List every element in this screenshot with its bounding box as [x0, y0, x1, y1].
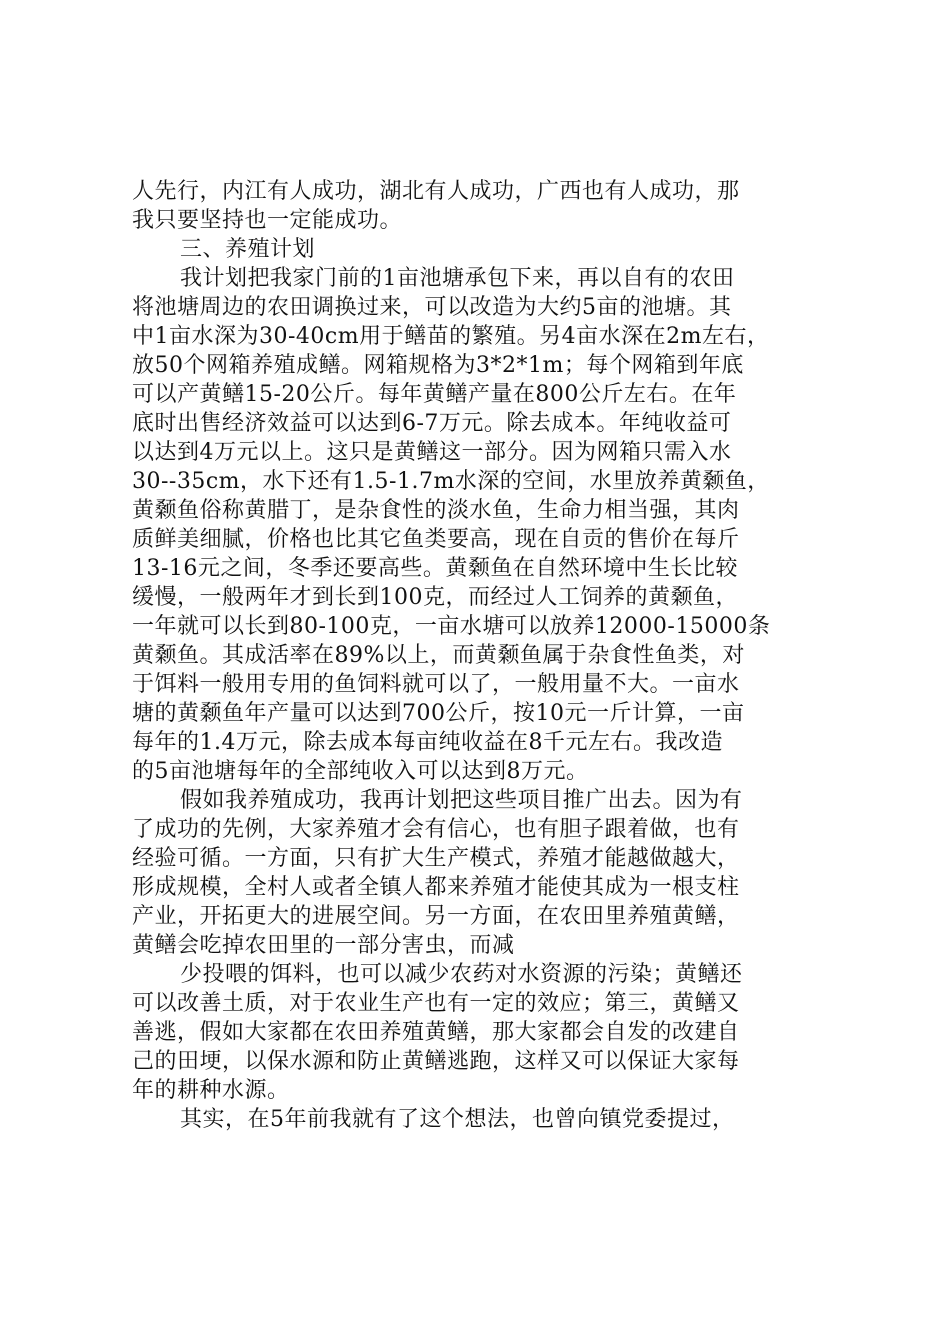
text-line: 假如我养殖成功，我再计划把这些项目推广出去。因为有 — [180, 788, 743, 813]
text-line: 底时出售经济效益可以达到6-7万元。除去成本。年纯收益可 — [132, 411, 732, 436]
text-line: 黄颡鱼。其成活率在89%以上，而黄颡鱼属于杂食性鱼类，对 — [132, 643, 745, 668]
text-line: 质鲜美细腻，价格也比其它鱼类要高，现在自贡的售价在每斤 — [132, 527, 740, 552]
text-line: 放50个网箱养殖成鳝。网箱规格为3*2*1m；每个网箱到年底 — [132, 353, 744, 378]
text-line: 年的耕种水源。 — [132, 1078, 290, 1103]
text-line: 善逃，假如大家都在农田养殖黄鳝，那大家都会自发的改建自 — [132, 1020, 740, 1045]
text-line: 其实，在5年前我就有了这个想法，也曾向镇党委提过， — [180, 1107, 735, 1132]
text-line: 可以产黄鳝15-20公斤。每年黄鳝产量在800公斤左右。在年 — [132, 382, 737, 407]
text-line: 人先行，内江有人成功，湖北有人成功，广西也有人成功，那 — [132, 179, 740, 204]
text-line: 缓慢，一般两年才到长到100克，而经过人工饲养的黄颡鱼， — [132, 585, 738, 610]
text-line: 形成规模，全村人或者全镇人都来养殖才能使其成为一根支柱 — [132, 875, 740, 900]
text-line: 每年的1.4万元，除去成本每亩纯收益在8千元左右。我改造 — [132, 730, 723, 755]
text-line: 于饵料一般用专用的鱼饲料就可以了，一般用量不大。一亩水 — [132, 672, 740, 697]
text-line: 产业，开拓更大的进展空间。另一方面，在农田里养殖黄鳝， — [132, 904, 740, 929]
text-line: 将池塘周边的农田调换过来，可以改造为大约5亩的池塘。其 — [132, 295, 732, 320]
text-line: 己的田埂，以保水源和防止黄鳝逃跑，这样又可以保证大家每 — [132, 1049, 740, 1074]
text-line: 可以改善土质，对于农业生产也有一定的效应；第三，黄鳝又 — [132, 991, 740, 1016]
text-line: 经验可循。一方面，只有扩大生产模式，养殖才能越做越大， — [132, 846, 740, 871]
text-line: 黄颡鱼俗称黄腊丁，是杂食性的淡水鱼，生命力相当强，其肉 — [132, 498, 740, 523]
text-line: 13-16元之间，冬季还要高些。黄颡鱼在自然环境中生长比较 — [132, 556, 738, 581]
text-line: 中1亩水深为30-40cm用于鳝苗的繁殖。另4亩水深在2m左右， — [132, 324, 770, 349]
text-line: 一年就可以长到80-100克，一亩水塘可以放养12000-15000条 — [132, 614, 771, 639]
text-line: 少投喂的饵料，也可以减少农药对水资源的污染；黄鳝还 — [180, 962, 743, 987]
section-heading: 三、养殖计划 — [180, 237, 316, 262]
text-line: 以达到4万元以上。这只是黄鳝这一部分。因为网箱只需入水 — [132, 440, 732, 465]
text-line: 了成功的先例，大家养殖才会有信心，也有胆子跟着做，也有 — [132, 817, 740, 842]
text-line: 的5亩池塘每年的全部纯收入可以达到8万元。 — [132, 759, 589, 784]
text-line: 我计划把我家门前的1亩池塘承包下来，再以自有的农田 — [180, 266, 735, 291]
text-line: 黄鳝会吃掉农田里的一部分害虫，而减 — [132, 933, 515, 958]
text-line: 30--35cm，水下还有1.5-1.7m水深的空间，水里放养黄颡鱼， — [132, 469, 770, 494]
text-line: 塘的黄颡鱼年产量可以达到700公斤，按10元一斤计算，一亩 — [132, 701, 745, 726]
text-line: 我只要坚持也一定能成功。 — [132, 208, 403, 233]
